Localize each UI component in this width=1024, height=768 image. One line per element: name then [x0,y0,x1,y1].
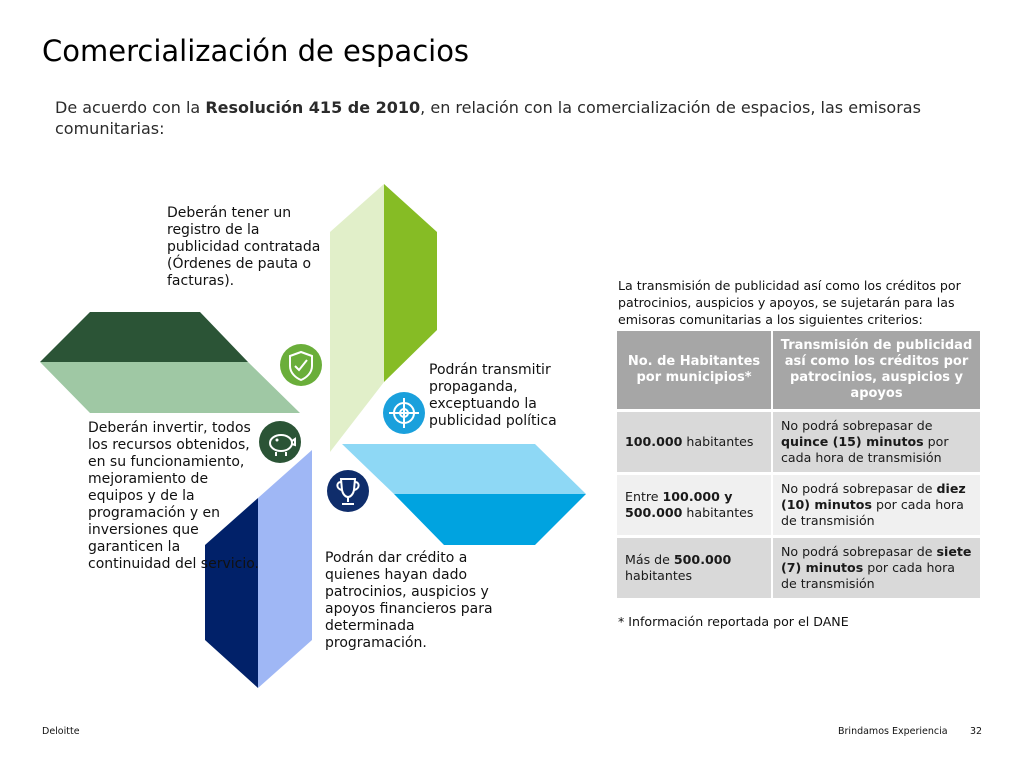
table-cell-habitantes: Entre 100.000 y 500.000 habitantes [617,474,772,537]
table-header-transmision: Transmisión de publicidad así como los créditos por patrocinios, auspicios y apoyos [772,331,980,411]
page-title: Comercialización de espacios [42,34,470,68]
footer-tagline: Brindamos Experiencia [838,726,948,737]
table-row [617,411,980,474]
table-row [617,474,980,537]
cyan-mid-shape [394,494,586,545]
footer-brand: Deloitte [42,726,80,737]
item-propaganda: Podrán transmitir propaganda, exceptuando la publicidad política [429,362,557,429]
page-number: 32 [970,726,983,737]
table-header-row [617,331,980,411]
trophy-icon [327,470,369,512]
intro-resolution: Resolución 415 de 2010 [205,98,421,117]
dane-note: * Información reportada por el DANE [618,614,849,629]
criteria-table [617,331,980,598]
forest-light-shape [40,362,300,413]
target-icon [383,392,425,434]
table-cell-habitantes: 100.000 habitantes [617,411,772,474]
shield-icon [280,344,322,386]
intro-suffix: , en relación con la comercialización de espacios, las emisoras comunitarias: [55,98,921,138]
criteria-text: La transmisión de publicidad así como los créditos por patrocinios, auspicios y apoyos, se sujetarán para las emisoras comunitarias a los siguientes criterios: [618,278,961,327]
item-registro: Deberán tener un registro de la publicidad contratada (Órdenes de pauta o facturas). [167,205,321,289]
table-row [617,537,980,599]
item-invertir: Deberán invertir, todos los recursos obtenidos, en su funcionamiento, mejoramiento de equipos y de la programación y en inversiones que garanticen la continuidad del servicio. [88,420,259,572]
green-light-shape [330,184,384,452]
table-cell-limite: No podrá sobrepasar de siete (7) minutos por cada hora de transmisión [772,537,980,599]
item-credito: Podrán dar crédito a quienes hayan dado patrocinios, auspicios y apoyos financieros para determinada programación. [325,550,493,651]
table-cell-limite: No podrá sobrepasar de quince (15) minutos por cada hora de transmisión [772,411,980,474]
green-dark-shape [384,184,437,382]
intro-prefix: De acuerdo con la [55,98,206,117]
forest-dark-shape [40,312,248,362]
table-cell-limite: No podrá sobrepasar de diez (10) minutos por cada hora de transmisión [772,474,980,537]
periwinkle-shape [258,450,312,688]
piggy-bank-icon [259,421,301,463]
cyan-light-shape [342,444,586,494]
table-cell-habitantes: Más de 500.000 habitantes [617,537,772,599]
table-header-habitantes: No. de Habitantes por municipios* [617,331,772,411]
